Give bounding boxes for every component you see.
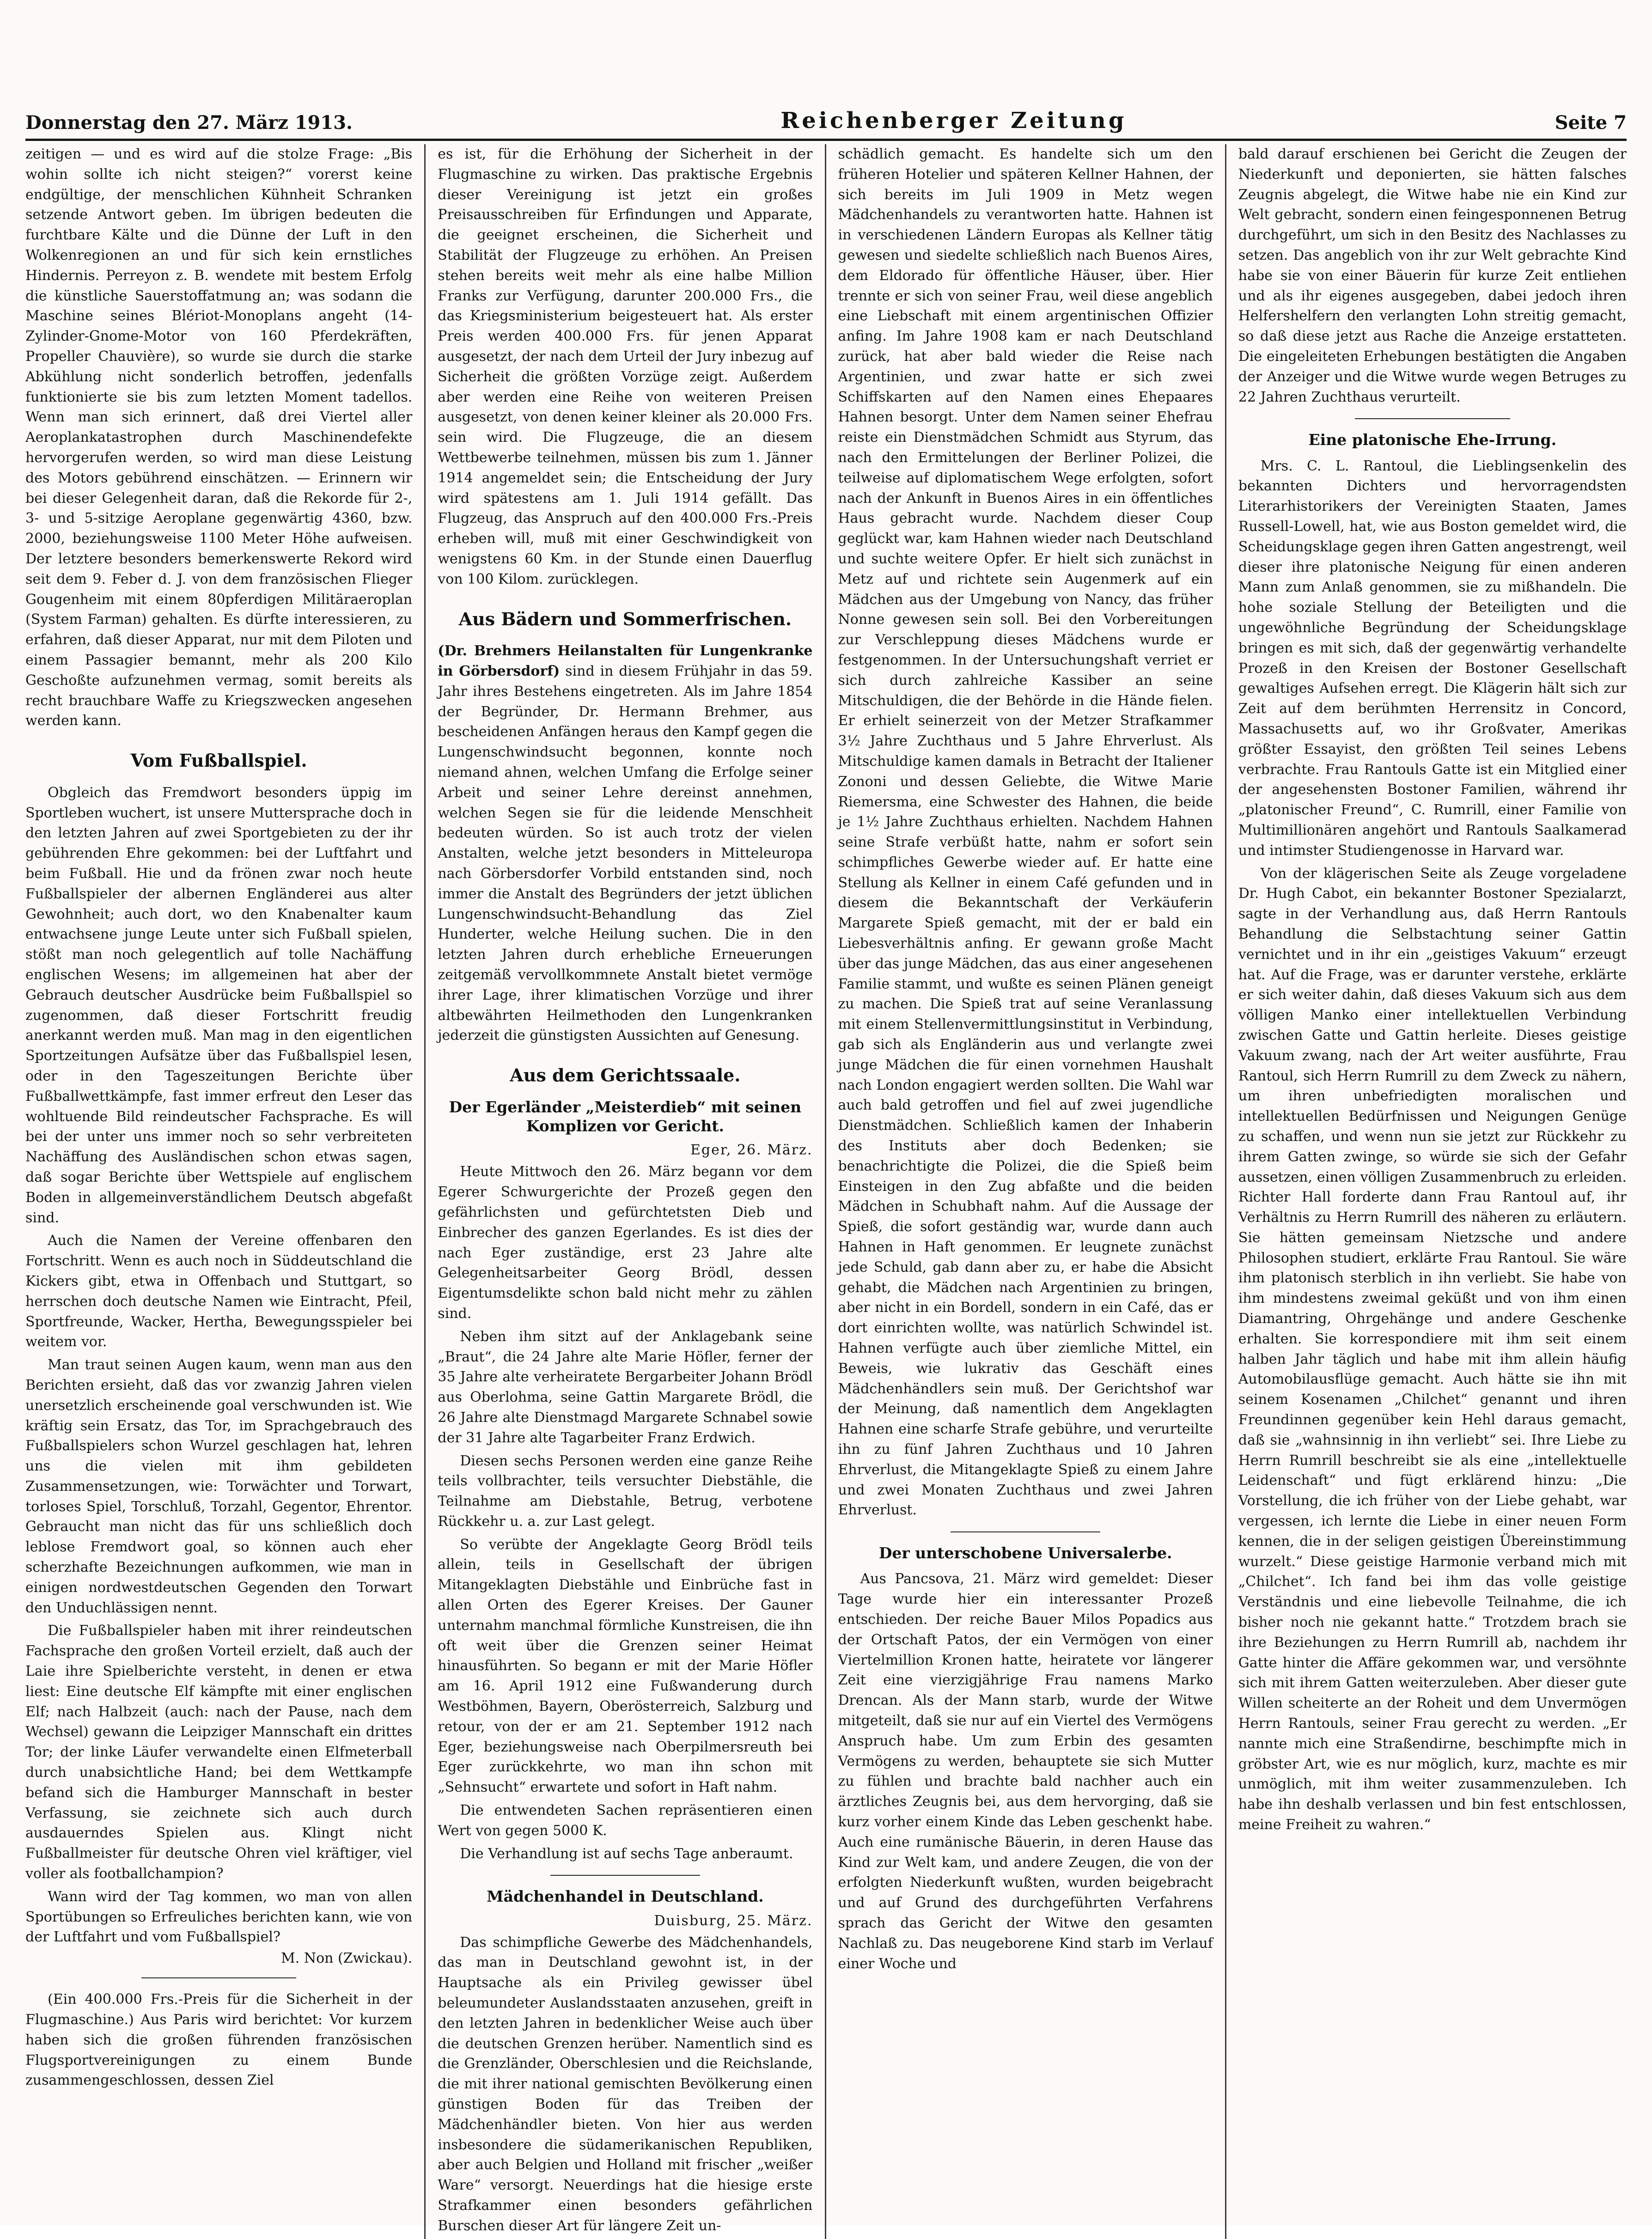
article-paragraph: Wann wird der Tag kommen, wo man von allen Sportübungen so Erfreuliches berichten kann, wie von der Luftfahrt und vom Fußballspiel? (25, 1888, 413, 1946)
article-paragraph: Man traut seinen Augen kaum, wenn man aus den Berichten ersieht, daß das vor zwanzig Jahren vielen unersetzlich erscheinende goal verschwunden ist. Wie kräftig sein Ersatz, das Tor, im Sprachgebrauch des Fußballspielers schon Wurzel geschlagen hat, lehren uns die vielen mit ihm gebildeten Zusammensetzungen, wie: Torwächter und Torwart, torloses Spiel, Torschluß, Torzahl, Gegentor, Ehrentor. Gebraucht man nicht das für uns schließlich doch leblose Fremdwort goal, so können auch eher scherzhafte Bezeichnungen aufkommen, wie man in einigen nordwestdeutschen Gegenden den Torwart den Unduchlässigen nennt. (25, 1357, 413, 1616)
article-paragraph: So verübte der Angeklagte Georg Brödl teils allein, teils in Gesellschaft der übrigen Mitangeklagten Diebstähle und Einbrüche fast in allen Orten des Egerer Kreises. Der Gauner unternahm manchmal förmliche Kunstreisen, die ihn oft weit über die Grenzen seiner Heimat hinausführten. So begann er mit der Marie Höfler am 16. April 1912 eine Fußwanderung durch Westböhmen, Bayern, Oberösterreich, Salzburg und retour, von der er am 21. September 1912 nach Eger, beziehungsweise nach Oberpilmersreuth bei Eger zurückkehrte, wo man ihn schon mit „Sehnsucht“ erwartete und sofort in Haft nahm. (438, 1536, 813, 1796)
article-platonic (1238, 430, 1627, 1835)
column-3 (826, 144, 1226, 2239)
article-lead: (Dr. Brehmers Heilanstalten für Lungenkranke in Görbersdorf) (438, 643, 813, 680)
article-trafficking-cont (838, 144, 1213, 1520)
column-4 (1226, 144, 1627, 2239)
article-altitude-record (25, 144, 412, 731)
article-text: es ist, für die Erhöhung der Sicherheit in der Flugmaschine zu wirken. Das praktische Ergebnis dieser Vereinigung ist jetzt ein großes Preisausschreiben für Erfindungen und Apparate, die geeignet erscheinen, die Sicherheit und Stabilität der Flugzeuge zu erhöhen. An Preisen stehen bereits weit mehr als eine halbe Million Franks zur Verfügung, darunter 200.000 Frs., die das Kriegsministerium beigesteuert hat. Als erster Preis werden 400.000 Frs. für jenen Apparat ausgesetzt, der nach dem Urteil der Jury inbezug auf Sicherheit die größten Vorzüge zeigt. Außerdem aber werden eine Reihe von weiteren Preisen ausgesetzt, von denen keiner kleiner als 20.000 Frs. sein wird. Die Flugzeuge, die an diesem Wettbewerbe teilnehmen, müssen bis zum 1. Jänner 1914 angemeldet sein; die Entscheidung der Jury wird spätestens am 1. Juli 1914 gefällt. Das Flugzeug, das Anspruch auf den 400.000 Frs.-Preis erheben will, muß mit einer Geschwindigkeit von wenigstens 60 Km. in der Stunde einen Dauerflug von 100 Kilom. zurücklegen. (438, 146, 813, 587)
article-headline: Mädchenhandel in Deutschland. (487, 1887, 764, 1906)
article-paragraph: Die Verhandlung ist auf sechs Tage anberaumt. (460, 1845, 793, 1862)
section-court (438, 1065, 812, 1864)
author-signature: M. Non (Zwickau). (281, 1950, 413, 1967)
article-paragraph: Die Fußballspieler haben mit ihrer reindeutschen Fachsprache den großen Vorteil erzielt, daß auch der Laie ihre Spielberichte versteht, in denen er etwa liest: Eine deutsche Elf kämpfte mit einer englischen Elf; nach Halbzeit (auch: nach der Pause, nach dem Wechsel) gewann die Leipziger Mannschaft ein drittes Tor; der linke Läufer verwandelte einen Elfmeterball durch unabsichtliche Hand; bei dem Wettkampfe befand sich die Hamburger Mannschaft in bester Verfassung, sie zeichnete sich auch durch ausdauerndes Spielen aus. Klingt nicht Fußballmeister für deutsche Ohren viel kräftiger, viel voller als footballchampion? (25, 1623, 413, 1882)
column-1 (25, 144, 426, 2239)
column-2 (426, 144, 826, 2239)
masthead (25, 104, 1627, 134)
article-headline: Vom Fußballspiel. (130, 750, 307, 771)
article-paragraph: (Ein 400.000 Frs.-Preis für die Sicherheit in der Flugmaschine.) Aus Paris wird berichtet: Vor kurzem haben sich die großen führenden französischen Flugsportvereinigungen zu einem Bunde zusammengeschlossen, dessen Ziel (25, 1991, 413, 2089)
article-paragraph: Mrs. C. L. Rantoul, die Lieblingsenkelin des bekannten Dichters und hervorragendsten Literarhistorikers der Vereinigten Staaten, James Russell-Lowell, hat, wie aus Boston gemeldet wird, die Scheidungsklage gegen ihren Gatten angestrengt, weil dieser ihre platonische Neigung für einen anderen Mann zum Anlaß genommen, sie zu mißhandeln. Die hohe soziale Stellung der Beteiligten und die ungewöhnliche Begründung der Scheidungsklage bringen es mit sich, daß der gegenwärtig verhandelte Prozeß in den Kreisen der Bostoner Gesellschaft gewaltiges Aufsehen erregt. Die Klägerin hält sich zur Zeit auf dem berühmten Herrensitz in Concord, Massachusetts auf, wo ihr Großvater, Amerikas größter Essayist, den größten Teil seines Lebens verbrachte. Frau Rantouls Gatte ist ein Mitglied einer der angesehensten Bostoner Familien, während ihr „platonischer Freund“, C. Rumrill, einer Familie von Multimillionären angehört und Rantouls Saalkamerad und intimster Studiengenosse in Harvard war. (1238, 458, 1627, 859)
article-paragraph: Aus Pancsova, 21. März wird gemeldet: Dieser Tage wurde hier ein interessanter Prozeß entschieden. Der reiche Bauer Milos Popadics aus der Ortschaft Patos, der ein Vermögen von einer Viertelmillion Kronen hatte, heiratete vor längerer Zeit eine vierzigjährige Frau namens Marko Drencan. Als der Mann starb, wurde der Witwe mitgeteilt, daß sie nur auf ein Viertel des Vermögens Anspruch habe. Um zum Erbin des gesamten Vermögens zu werden, behauptete sie sich Mutter zu fühlen und brachte bald nachher auch ein ärztliches Zeugnis bei, aus dem hervorging, daß sie kurz vorher einem Kinde das Leben geschenkt habe. Auch eine rumänische Bäuerin, in deren Hause das Kind zur Welt kam, und andere Zeugen, die von der erfolgten Niederkunft wußten, wurden beigebracht und auf Grund des durchgeführten Verfahrens sprach das Gericht der Witwe den gesamten Nachlaß zu. Das neugeborene Kind starb im Verlauf einer Woche und (838, 1571, 1213, 1972)
section-divider (1355, 418, 1510, 419)
section-divider (951, 1531, 1101, 1532)
article-paragraph: Neben ihm sitzt auf der Anklagebank seine „Braut“, die 24 Jahre alte Marie Höfler, ferner der 35 Jahre alte verheiratete Bergarbeiter Johann Brödl aus Oberlohma, seine Gattin Margarete Brödl, die 26 Jahre alte Dienstmagd Margarete Schnabel sowie der 31 Jahre alte Tagarbeiter Franz Erdwich. (438, 1328, 813, 1446)
article-spas (438, 609, 812, 1046)
article-heir-cont (1238, 144, 1627, 407)
article-trafficking (438, 1887, 812, 2236)
article-paragraph: Von der klägerischen Seite als Zeuge vorgeladene Dr. Hugh Cabot, ein bekannter Bostoner Spezialarzt, sagte in der Verhandlung aus, daß Herrn Rantouls Behandlung die Selbstachtung seiner Gattin vernichtet und in ihr ein „geistiges Vakuum“ erzeugt hat. Auf die Frage, was er darunter verstehe, erklärte er sich weiter dahin, daß dieses Vakuum sich aus dem völligen Manko einer intellektuellen Verbindung zwischen Gatte und Gattin herleite. Dieses geistige Vakuum zwang, nach der Art weiter ausführte, Frau Rantoul, sich Herrn Rumrill zu dem Zweck zu nähern, um ihren unbefriedigten moralischen und intellektuellen Bedürfnissen und Neigungen Genüge zu schaffen, und wenn nun sie jetzt zur Rückkehr zu ihrem Gatten zwinge, so würde sie sich der Gefahr aussetzen, einen völligen Zusammenbruch zu erleiden. Richter Hall forderte dann Frau Rantoul auf, ihr Verhältnis zu Herrn Rumrill des näheren zu erläutern. Sie hätten gemeinsam Nietzsche und andere Philosophen studiert, erklärte Frau Rantoul. Sie wäre ihm platonisch sterblich in ihn verliebt. Sie habe von ihm mindestens zweimal geküßt und von ihm einen Diamantring, Ohrgehänge und andere Geschenke erhalten. Sie korrespondiere mit ihm seit einem halben Jahr täglich und habe mit ihm allein häufig Automobilausflüge gemacht. Auch hätte sie ihn mit seinem Kosenamen „Chilchet“ genannt und ihren Freundinnen gegenüber kein Hehl daraus gemacht, daß sie „wahnsinnig in ihn verliebt“ sei. Ihre Liebe zu Herrn Rumrill beschreibt sie als eine „intellektuelle Leidenschaft“ und fügt erklärend hinzu: „Die Vorstellung, die ich früher von der Liebe gehabt, war vergessen, ich lernte die Liebe in einer neuen Form kennen, die in der seligen geistigen Übereinstimmung wurzelt.“ Diese geistige Harmonie verband mich mit „Chilchet“. Ich fand bei ihm das volle geistige Verständnis und eine liebevolle Teilnahme, die ich bisher noch nie gekannt hatte.“ Trotzdem brach sie ihre Beziehungen zu Herrn Rumrill ab, nachdem ihr Gatte hinter die Affäre gekommen war, und versöhnte sich mit ihrem Gatten weiterzuleben. Aber dieser gute Willen scheiterte an der Roheit und dem Unvermögen Herrn Rantouls, seiner Frau gerecht zu werden. „Er nannte mich eine Straßendirne, beschimpfte mich in gröbster Art, wie es nur möglich, kurz, machte es mir unmöglich, mit ihm weiter zusammenzuleben. Ich habe ihn deshalb verlassen und bin fest entschlossen, meine Freiheit zu wahren.“ (1238, 865, 1627, 1833)
section-divider (141, 1977, 296, 1978)
article-text: schädlich gemacht. Es handelte sich um den früheren Hotelier und späteren Kellner Hahnen, der sich bereits im Juli 1909 in Metz wegen Mädchenhandels zu verantworten hatte. Hahnen ist in verschiedenen Ländern Europas als Kellner tätig gewesen und siedelte schließlich nach Buenos Aires, dem Eldorado für öffentliche Häuser, über. Hier trennte er sich von seiner Frau, weil diese angeblich eine Liebschaft mit einem argentinischen Offizier anfing. Im Jahre 1908 kam er nach Deutschland zurück, hat aber bald wieder die Reise nach Argentinien, und zwar hatte er sich zwei Schiffskarten auf den Namen eines Ehepaares Hahnen besorgt. Unter dem Namen seiner Ehefrau reiste ein Dienstmädchen Schmidt aus Styrum, das nach den Ermittelungen der Berliner Polizei, die teilweise auf diplomatischem Wege erfolgten, sofort nach der Ankunft in Buenos Aires in ein öffentliches Haus gebracht wurde. Nachdem dieser Coup geglückt war, kam Hahnen wieder nach Deutschland und suchte weitere Opfer. Er hielt sich zunächst in Metz auf und richtete sein Augenmerk auf ein Mädchen aus der Umgebung von Nancy, das früher Nonne gewesen sein soll. Bei den Vorbereitungen zur Verschleppung dieses Mädchens wurde er festgenommen. In der Untersuchungshaft verriet er sich durch zahlreiche Kassiber an seine Mitschuldigen, die der Behörde in die Hände fielen. Er erhielt seinerzeit von der Metzer Strafkammer 3½ Jahre Zuchthaus und 5 Jahre Ehrverlust. Als Mitschuldige kamen damals in Betracht der Italiener Zononi und dessen Geliebte, die Witwe Marie Riemersma, eine Schwester des Hahnen, die beide je 1½ Jahre Zuchthaus erhielten. Nachdem Hahnen seine Strafe verbüßt hatte, nahm er sofort sein schimpfliches Gewerbe wieder auf. Er hatte eine Stellung als Kellner in einem Café gefunden und in diesem die Bekanntschaft der Verkäuferin Margarete Spieß gemacht, mit der er bald ein Liebesverhältnis anfing. Er gewann große Macht über das junge Mädchen, das aus einer angesehenen Familie stammt, und wußte es seinen Plänen geneigt zu machen. Die Spieß trat auf seine Veranlassung mit einem Stellenvermittlungsinstitut in Verbindung, gab sich als Engländerin aus und verlangte zwei junge Mädchen die für einen vornehmen Haushalt nach London engagiert werden sollten. Die Wahl war auch bald getroffen und fiel auf zwei jugendliche Dienstmädchen. Schließlich kamen der Inhaberin des Instituts aber doch Bedenken; sie benachrichtigte die Polizei, die die Spieß beim Einsteigen in den Zug abfaßte und die beiden Mädchen in Schubhaft nahm. Auf die Aussage der Spieß, die sofort geständig war, wurde dann auch Hahnen in Haft genommen. Er leugnete zunächst jede Schuld, gab dann aber zu, er habe die Absicht gehabt, die Mädchen nach Argentinien zu bringen, aber nicht in ein Bordell, sondern in ein Café, das er dort einrichten wollte, was natürlich Schwindel ist. Hahnen verfügte auch über ziemliche Mittel, ein Beweis, wie lukrativ das Geschäft eines Mädchenhändlers sein muß. Der Gerichtshof war der Meinung, daß namentlich dem Angeklagten Hahnen eine scharfe Strafe gebühre, und verurteilte ihn zu fünf Jahren Zuchthaus und 10 Jahren Ehrverlust, die Mitangeklagte Spieß zu einem Jahre und zwei Monaten Zuchthaus und zwei Jahren Ehrverlust. (838, 146, 1213, 1519)
article-paragraph: Die entwendeten Sachen repräsentieren einen Wert von gegen 5000 K. (438, 1802, 813, 1839)
issue-date: Donnerstag den 27. März 1913. (25, 112, 353, 134)
article-headline: Eine platonische Ehe-Irrung. (1308, 431, 1557, 449)
article-paragraph: Heute Mittwoch den 26. März begann vor dem Egerer Schwurgerichte der Prozeß gegen den gefährlichsten und gefürchtetsten Dieb und Einbrecher des ganzen Egerlandes. Es ist dies der nach Eger zuständige, erst 23 Jahre alte Gelegenheitsarbeiter Georg Brödl, dessen Eigentumsdelikte schon bald nicht mehr zu zählen sind. (438, 1164, 813, 1322)
article-headline: Der unterschobene Universalerbe. (878, 1544, 1172, 1562)
section-divider (550, 1875, 701, 1876)
article-paragraph: Obgleich das Fremdwort besonders üppig im Sportleben wuchert, ist unsere Muttersprache doch in den letzten Jahren auf zwei Sportgebieten zu der ihr gebührenden Ehre gekommen: bei der Luftfahrt und beim Fußball. Hie und da frönen zwar noch heute Fußballspieler der albernen Engländerei aus alter Gewohnheit; auch dort, wo den Knabenalter kaum entwachsene junge Leute unter sich Fußball spielen, stößt man noch gelegentlich auf tolle Nachäffung englischen Wesens; im allgemeinen hat aber der Gebrauch deutscher Ausdrücke beim Fußballspiel so zugenommen, daß dieser Fortschritt freudig anerkannt werden muß. Man mag in den eigentlichen Sportzeitungen Aufsätze über das Fußballspiel lesen, oder in den Tageszeitungen Berichte über Fußballwettkämpfe, fast immer erfreut den Leser das wohltuende Bild reindeutscher Fachsprache. Es will bei der unter uns immer noch so sehr verbreiteten Nachäffung des Ausländischen schon etwas sagen, daß sogar Berichte über Wettspiele auf englischem Boden in allgemeinverständlichem Deutsch abgefaßt sind. (25, 784, 413, 1226)
article-heir (838, 1544, 1213, 1974)
article-text: sind in diesem Frühjahr in das 59. Jahr ihres Bestehens eingetreten. Als im Jahre 1854 der Begründer, Dr. Hermann Brehmer, aus bescheidenen Anfängen heraus den Kampf gegen die Lungenschwindsucht begonnen, konnte noch niemand ahnen, welchen Umfang die Erfolge seiner Arbeit und seiner Lehre dereinst annehmen, welchen Segen sie für die leidende Menschheit bedeuten würden. So ist auch trotz der vielen Anstalten, welche jetzt besonders in Mitteleuropa nach Görbersdorfer Vorbild entstanden sind, noch immer die Anstalt des Begründers der jetzt üblichen Lungenschwindsucht-Behandlung das Ziel Hunderter, welche Heilung suchen. Die in den letzten Jahren durch erhebliche Erneuerungen zeitgemäß vervollkommnete Anstalt bietet vermöge ihrer Lage, ihrer klimatischen Vorzüge und ihrer altbewährten Heilmethoden den Lungenkranken jederzeit die günstigsten Aussichten auf Genesung. (438, 663, 813, 1044)
article-paragraph: Diesen sechs Personen werden eine ganze Reihe teils vollbrachter, teils versuchter Diebstähle, die Teilnahme am Diebstahle, Betrug, verbotene Rückkehr u. a. zur Last gelegt. (438, 1452, 813, 1530)
article-headline: Der Egerländer „Meisterdieb“ mit seinen Komplizen vor Gericht. (449, 1098, 802, 1135)
article-flight-prize (25, 1989, 412, 2091)
article-football (25, 750, 412, 1966)
page-number: Seite 7 (1554, 112, 1627, 134)
text-columns (25, 144, 1627, 2234)
article-dateline: Eger, 26. März. (690, 1142, 813, 1159)
masthead-rule (25, 139, 1627, 141)
article-paragraph: Auch die Namen der Vereine offenbaren den Fortschritt. Wenn es auch noch in Süddeutschland die Kickers gibt, etwa in Offenbach und Stuttgart, so herrschen doch deutsche Namen wie Eintracht, Pfeil, Sportfreunde, Wacker, Hertha, Bewegungsspieler bei weitem vor. (25, 1232, 413, 1350)
article-flight-prize-cont (438, 144, 812, 590)
article-paragraph: Das schimpfliche Gewerbe des Mädchenhandels, das man in Deutschland gewohnt ist, in der Hauptsache als ein Privileg gewisser übel beleumundeter Auslandsstaaten anzusehen, greift in den letzten Jahren in bedenklicher Weise auch über die deutschen Grenzen herüber. Namentlich sind es die Grenzländer, Oberschlesien und die Reichslande, die mit ihrer national gemischten Bevölkerung einen günstigen Boden für das Treiben der Mädchenhändler bieten. Von hier aus werden insbesondere die südamerikanischen Republiken, aber auch Belgien und Holland mit frischer „weißer Ware“ versorgt. Neuerdings hat die hiesige erste Strafkammer einen besonders gefährlichen Burschen dieser Art für längere Zeit un- (438, 1934, 813, 2234)
newspaper-title: Reichenberger Zeitung (780, 108, 1127, 134)
section-headline: Aus Bädern und Sommerfrischen. (458, 608, 792, 629)
article-text: zeitigen — und es wird auf die stolze Frage: „Bis wohin sollte ich nicht steigen?“ vorerst keine endgültige, der menschlichen Kühnheit Schranken setzende Antwort geben. Im übrigen bedeuten die furchtbare Kälte und die Dünne der Luft in den Wolkenregionen an und für sich kein ernstliches Hindernis. Perreyon z. B. wendete mit bestem Erfolg die künstliche Sauerstoffatmung an; was sodann die Maschine seines Blériot-Monoplans angeht (14-Zylinder-Gnome-Motor von 160 Pferdekräften, Propeller Chauvière), so wurde sie durch die starke Abkühlung nicht sonderlich betroffen, jedenfalls funktionierte sie bis zum letzten Moment tadellos. Wenn man sich erinnert, daß drei Viertel aller Aeroplankatastrophen durch Maschinendefekte hervorgerufen werden, so wird man diese Leistung des Motors gebührend einschätzen. — Erinnern wir bei dieser Gelegenheit daran, daß die Rekorde für 2-, 3- und 5-sitzige Aeroplane gegenwärtig 4360, bzw. 2000, beziehungsweise 1100 Meter Höhe aufweisen. Der letztere besonders bemerkenswerte Rekord wird seit dem 9. Feber d. J. von dem französischen Flieger Gougenheim mit einem 80pferdigen Militäraeroplan (System Farman) gehalten. Es dürfte interessieren, zu erfahren, daß dieser Apparat, nur mit dem Piloten und einem Passagier bemannt, mehr als 200 Kilo Geschoßte aufzunehmen vermag, somit bereits als recht brauchbare Waffe zu Kriegszwecken angesehen werden kann. (25, 146, 413, 729)
section-headline: Aus dem Gerichtssaale. (510, 1065, 741, 1086)
article-text: bald darauf erschienen bei Gericht die Zeugen der Niederkunft und deponierten, sie hätten falsches Zeugnis abgelegt, die Witwe habe nie ein Kind zur Welt gebracht, sondern einen feingesponnenen Betrug durchgeführt, um sich in den Besitz des Nachlasses zu setzen. Das angeblich von ihr zur Welt gebrachte Kind habe sie von einer Bäuerin für kurze Zeit entliehen und als ihr eigenes ausgegeben, dabei jedoch ihren Helfershelfern den verlangten Lohn streitig gemacht, so daß diese jetzt aus Rache die Anzeige erstatteten. Die eingeleiteten Erhebungen bestätigten die Angaben der Anzeiger und die Witwe wurde wegen Betruges zu 22 Jahren Zuchthaus verurteilt. (1238, 146, 1627, 405)
article-dateline: Duisburg, 25. März. (654, 1912, 813, 1929)
